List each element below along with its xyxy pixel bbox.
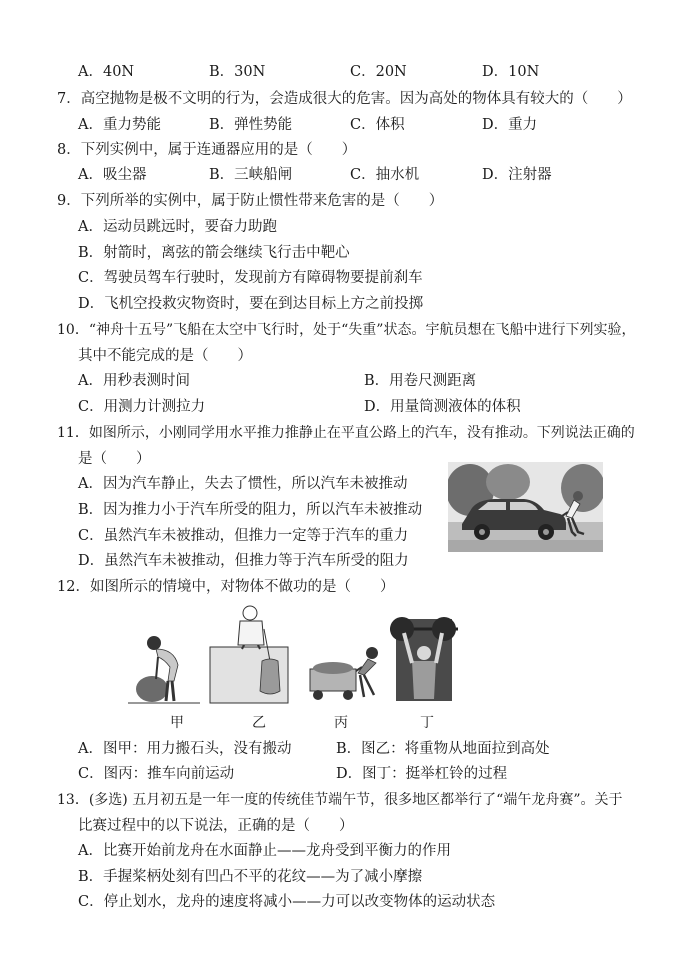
caption-yi: 乙 bbox=[252, 715, 266, 731]
scene-yi-image bbox=[210, 606, 288, 703]
q11-option-d: D．虽然汽车未被推动，但推力等于汽车所受的阻力 bbox=[78, 553, 409, 569]
scene-ding-image bbox=[390, 617, 458, 701]
car-push-figure bbox=[448, 462, 603, 552]
q9-option-d: D．飞机空投救灾物资时，要在到达目标上方之前投掷 bbox=[78, 296, 424, 312]
scene-bing-image bbox=[310, 647, 378, 700]
q12-option-d: D．图丁：挺举杠铃的过程 bbox=[336, 766, 508, 782]
q7-option-b: B．弹性势能 bbox=[209, 117, 293, 133]
q13-stem-line2: 比赛过程中的以下说法，正确的是（ ） bbox=[78, 818, 354, 834]
q8-option-d: D．注射器 bbox=[482, 167, 552, 183]
q12-option-b: B．图乙：将重物从地面拉到高处 bbox=[336, 741, 550, 757]
q10-option-d: D．用量筒测液体的体积 bbox=[364, 399, 521, 415]
q7-option-c: C．体积 bbox=[350, 117, 405, 133]
q6-option-d: D．10N bbox=[482, 64, 540, 80]
scene-jia-image bbox=[128, 636, 200, 703]
q7-stem: 7．高空抛物是极不文明的行为，会造成很大的危害。因为高处的物体具有较大的（ ） bbox=[57, 91, 632, 107]
q9-option-a: A．运动员跳远时，要奋力助跑 bbox=[78, 219, 277, 235]
q12-option-a: A．图甲：用力搬石头，没有搬动 bbox=[78, 741, 292, 757]
q13-option-c: C．停止划水，龙舟的速度将减小——力可以改变物体的运动状态 bbox=[78, 894, 496, 910]
caption-ding: 丁 bbox=[420, 715, 434, 731]
q11-stem-line1: 11．如图所示，小刚同学用水平推力推静止在平直公路上的汽车，没有推动。下列说法正确的 bbox=[57, 425, 635, 441]
q12-stem: 12．如图所示的情境中，对物体不做功的是（ ） bbox=[57, 579, 395, 595]
q10-stem-line2: 其中不能完成的是（ ） bbox=[78, 348, 252, 364]
q6-option-a: A．40N bbox=[78, 64, 135, 80]
q12-option-c: C．图丙：推车向前运动 bbox=[78, 766, 235, 782]
q13-option-a: A．比赛开始前龙舟在水面静止——龙舟受到平衡力的作用 bbox=[78, 843, 451, 859]
caption-jia: 甲 bbox=[170, 715, 184, 731]
q10-option-b: B．用卷尺测距离 bbox=[364, 373, 477, 389]
q6-option-b: B．30N bbox=[209, 64, 266, 80]
q7-option-a: A．重力势能 bbox=[78, 117, 161, 133]
q10-option-c: C．用测力计测拉力 bbox=[78, 399, 206, 415]
q7-option-d: D．重力 bbox=[482, 117, 538, 133]
q9-stem: 9．下列所举的实例中，属于防止惯性带来危害的是（ ） bbox=[57, 193, 444, 209]
q13-stem-line1: 13．(多选) 五月初五是一年一度的传统佳节端午节，很多地区都举行了“端午龙舟赛”。关于 bbox=[57, 792, 623, 808]
q11-option-c: C．虽然汽车未被推动，但推力一定等于汽车的重力 bbox=[78, 528, 409, 544]
q8-option-b: B．三峡船闸 bbox=[209, 167, 293, 183]
q13-option-b: B．手握桨柄处刻有凹凸不平的花纹——为了减小摩擦 bbox=[78, 869, 423, 885]
q9-option-b: B．射箭时，离弦的箭会继续飞行击中靶心 bbox=[78, 245, 350, 261]
q8-option-a: A．吸尘器 bbox=[78, 167, 147, 183]
q11-option-b: B．因为推力小于汽车所受的阻力，所以汽车未被推动 bbox=[78, 502, 423, 518]
caption-bing: 丙 bbox=[334, 715, 348, 731]
work-scenes-figure bbox=[128, 605, 608, 705]
q8-stem: 8．下列实例中，属于连通器应用的是（ ） bbox=[57, 142, 357, 158]
q8-option-c: C．抽水机 bbox=[350, 167, 420, 183]
q10-stem-line1: 10．“神舟十五号”飞船在太空中飞行时，处于“失重”状态。宇航员想在飞船中进行下列实验， bbox=[57, 322, 636, 338]
q11-option-a: A．因为汽车静止，失去了惯性，所以汽车未被推动 bbox=[78, 476, 408, 492]
q9-option-c: C．驾驶员驾车行驶时，发现前方有障碍物要提前刹车 bbox=[78, 270, 423, 286]
q6-option-c: C．20N bbox=[350, 64, 407, 80]
q10-option-a: A．用秒表测时间 bbox=[78, 373, 190, 389]
q11-stem-line2: 是（ ） bbox=[78, 451, 151, 467]
